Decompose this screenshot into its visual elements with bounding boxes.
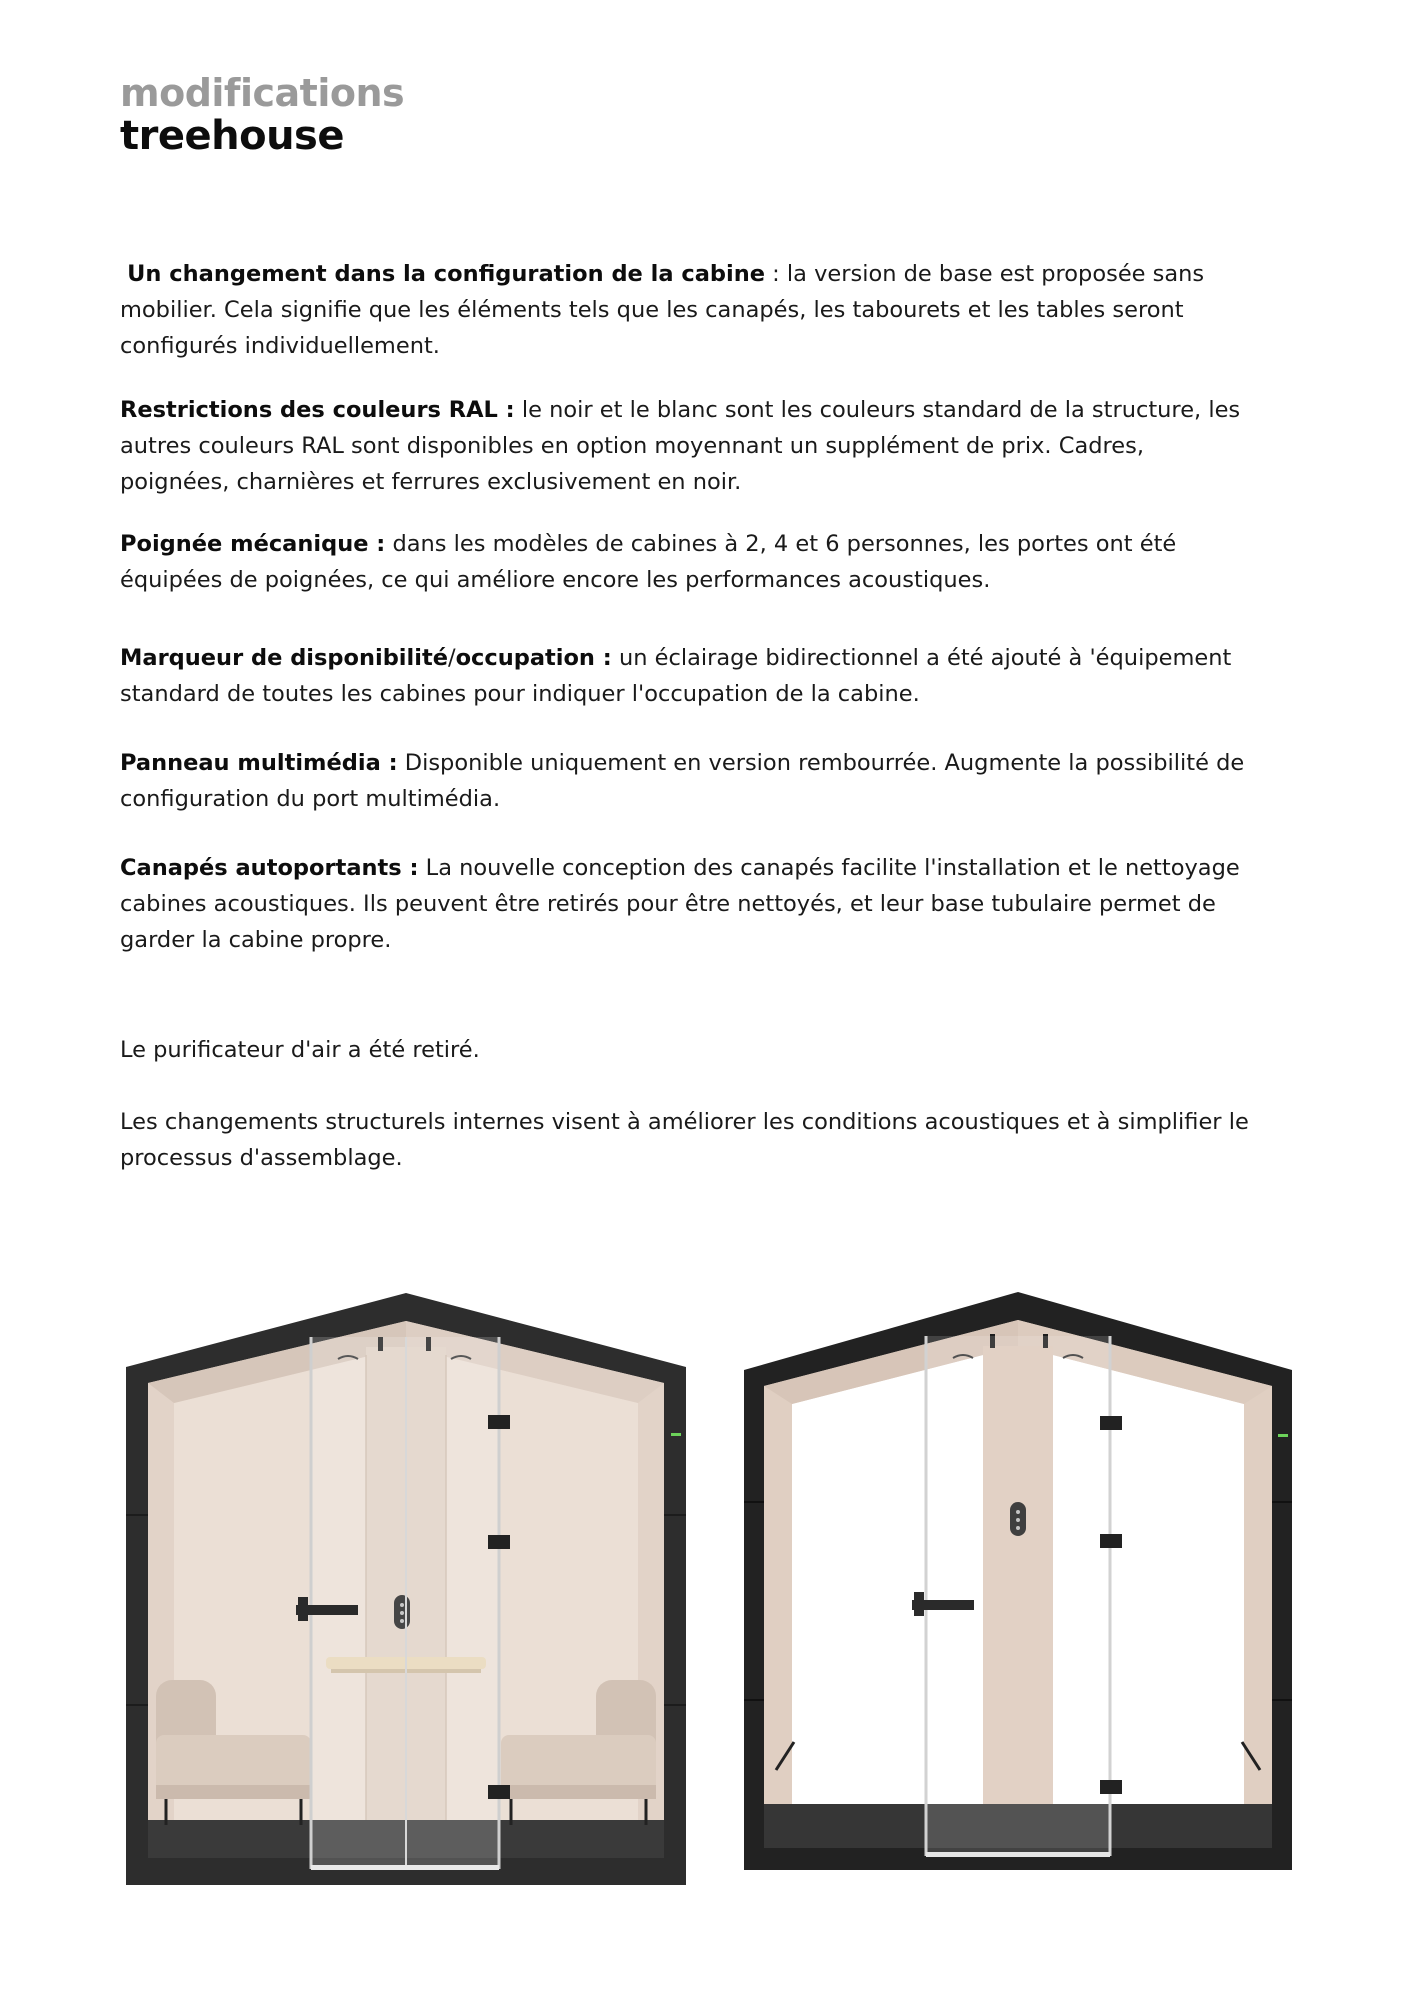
paragraph-lead: Canapés autoportants : bbox=[120, 855, 419, 881]
paragraph-text: dans les modèles de cabines à 2, 4 et 6 personnes, les portes ont été équipées de poignées, ce qui améliore encore les performances acoustiques. bbox=[120, 531, 1177, 593]
paragraph-lead: Panneau multimédia : bbox=[120, 750, 398, 776]
product-title: treehouse bbox=[120, 113, 344, 159]
paragraph-lead: Un changement dans la configuration de la cabine bbox=[127, 261, 765, 287]
paragraph-text: un éclairage bidirectionnel a été ajouté à 'équipement standard de toutes les cabines pour indiquer l'occupation de la cabine. bbox=[120, 645, 1232, 707]
paragraph-text: Disponible uniquement en version rembourrée. Augmente la possibilité de configuration du port multimédia. bbox=[120, 750, 1245, 812]
page-heading bbox=[120, 71, 405, 159]
paragraph-multimedia-panel bbox=[120, 745, 1260, 817]
section-title: modifications bbox=[120, 71, 405, 115]
paragraph-mechanical-handle bbox=[120, 526, 1260, 598]
paragraph-text: la version de base est proposée sans mobilier. Cela signifie que les éléments tels que les canapés, les tabourets et les tables seront configurés individuellement. bbox=[120, 261, 1205, 359]
paragraph-availability-marker: Marqueur de disponibilité/occupation : un éclairage bidirectionnel a été ajouté à 'équipement standard de toutes les cabines pour indiquer l'occupation de la cabine. bbox=[120, 645, 1232, 707]
paragraph-lead: occupation : bbox=[455, 645, 612, 671]
treehouse-cabin-furnished-image bbox=[126, 1285, 688, 1890]
paragraph-text: La nouvelle conception des canapés facilite l'installation et le nettoyage cabines acoustiques. Ils peuvent être retirés pour être nettoyés, et leur base tubulaire permet de garder la cabine propre. bbox=[120, 855, 1240, 953]
paragraph-structural-changes bbox=[120, 1104, 1260, 1176]
paragraph-text: Le purificateur d'air a été retiré. bbox=[120, 1037, 480, 1063]
paragraph-configuration: Un changement dans la configuration de la cabine : la version de base est proposée sans mobilier. Cela signifie que les éléments tels que les canapés, les tabourets et les tables seront configurés individuellement. bbox=[120, 261, 1205, 359]
paragraph-lead: Poignée mécanique : bbox=[120, 531, 386, 557]
paragraph-lead: Restrictions des couleurs RAL : bbox=[120, 397, 515, 423]
paragraph-freestanding-sofas bbox=[120, 850, 1260, 958]
paragraph-lead: Marqueur de disponibilité bbox=[120, 645, 448, 671]
paragraph-air-purifier bbox=[120, 1032, 1260, 1068]
paragraph-text: Les changements structurels internes visent à améliorer les conditions acoustiques et à simplifier le processus d'assemblage. bbox=[120, 1109, 1249, 1171]
paragraph-text: le noir et le blanc sont les couleurs standard de la structure, les autres couleurs RAL sont disponibles en option moyennant un supplément de prix. Cadres, poignées, charnières et ferrures exclusivement en noir. bbox=[120, 397, 1241, 495]
paragraph-ral-colors bbox=[120, 392, 1260, 500]
treehouse-cabin-empty-image bbox=[708, 1280, 1380, 1905]
